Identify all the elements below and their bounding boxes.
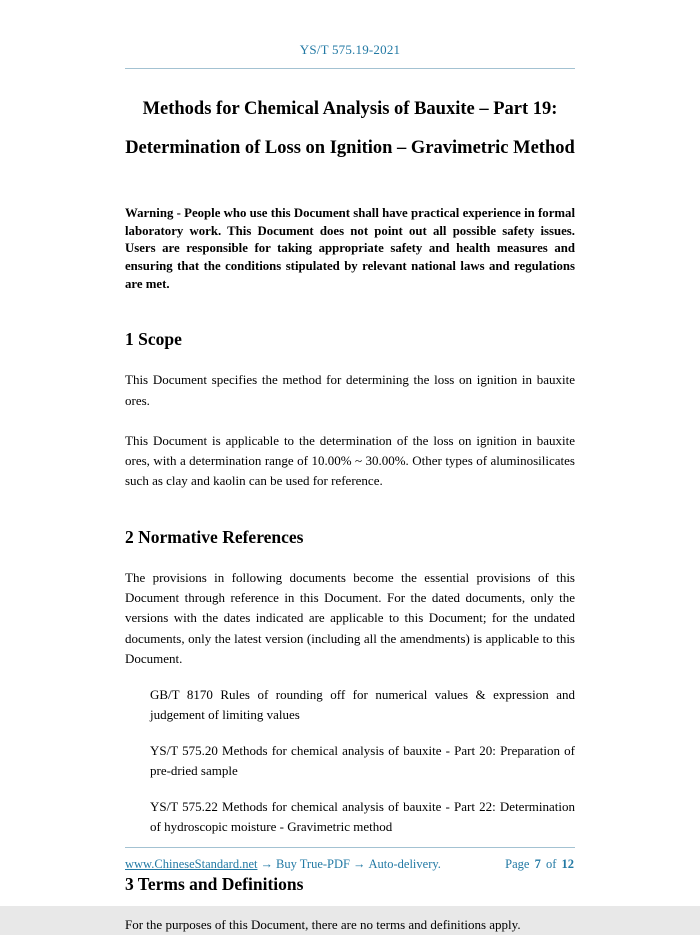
- document-title: [100, 97, 600, 160]
- current-page-number: 7: [534, 857, 541, 871]
- footer-tagline-delivery: Auto-delivery.: [368, 857, 441, 871]
- page-footer: [125, 847, 575, 872]
- terms-paragraph: For the purposes of this Document, there are no terms and definitions apply.: [125, 916, 521, 932]
- of-label: of: [545, 857, 557, 871]
- scope-paragraph-2: This Document is applicable to the determination of the loss on ignition in bauxite ores, with a determination range of 10.00% ~ 30.00%. Other types of aluminosilicates such as clay and kaolin can be used for reference.: [125, 432, 575, 488]
- reference-item: GB/T 8170 Rules of rounding off for numerical values & expression and judgement of limiting values: [150, 686, 575, 722]
- section-heading-terms-definitions: 3 Terms and Definitions: [125, 873, 304, 894]
- scope-paragraph-1: This Document specifies the method for determining the loss on ignition in bauxite ores.: [125, 372, 575, 408]
- arrow-icon: →: [353, 857, 366, 871]
- reference-item: YS/T 575.20 Methods for chemical analysis of bauxite - Part 20: Preparation of pre-dried sample: [150, 743, 575, 779]
- reference-item: YS/T 575.22 Methods for chemical analysis of bauxite - Part 22: Determination of hydroscopic moisture - Gravimetric method: [150, 799, 575, 835]
- arrow-icon: →: [260, 857, 273, 871]
- section-heading-scope: 1 Scope: [125, 329, 182, 350]
- warning-paragraph: Warning - People who use this Document shall have practical experience in formal laboratory work. This Document does not point out all possible safety issues. Users are responsible for taking appropriate safety and health measures and ensuring that the conditions stipulated by relevant national laws and regulations are met.: [125, 206, 575, 291]
- section-heading-normative-references: 2 Normative References: [125, 527, 304, 548]
- footer-tagline-buy: Buy True-PDF: [276, 857, 350, 871]
- footer-branding: [125, 857, 441, 872]
- document-number: YS/T 575.19-2021: [299, 42, 401, 57]
- document-title-line1: Methods for Chemical Analysis of Bauxite – Part 19:: [142, 99, 558, 119]
- header-rule: [125, 68, 575, 69]
- normative-intro-paragraph: The provisions in following documents become the essential provisions of this Document through reference in this Document. For the dated documents, only the versions with the dates indicated are applicable to this Document; for the undated documents, only the latest version (including all the amendments) is applicable to this Document.: [125, 570, 575, 666]
- website-link[interactable]: www.ChineseStandard.net: [125, 857, 258, 871]
- page-label: Page: [505, 857, 530, 871]
- footer-row: [125, 848, 575, 872]
- document-body: [125, 205, 575, 935]
- document-title-line2: Determination of Loss on Ignition – Gravimetric Method: [125, 138, 575, 159]
- total-page-number: 12: [561, 857, 574, 871]
- page-header: [125, 0, 575, 69]
- page-indicator: [504, 857, 575, 872]
